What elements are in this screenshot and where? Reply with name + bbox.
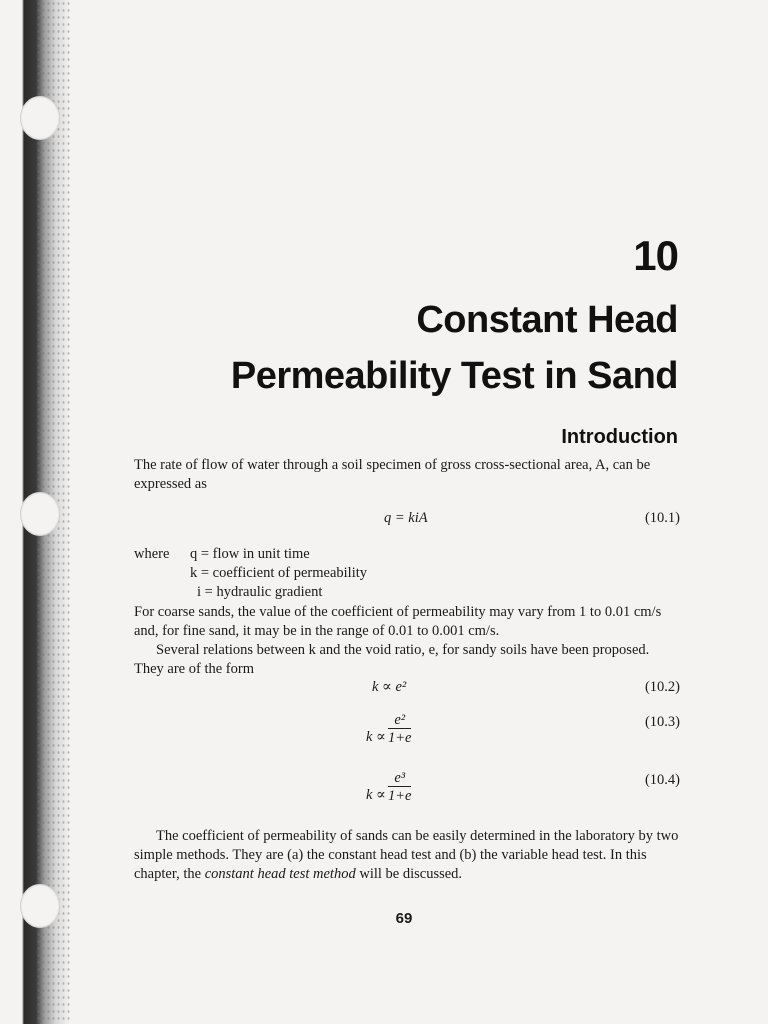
paragraph-line: expressed as bbox=[134, 476, 207, 492]
chapter-number: 10 bbox=[633, 232, 678, 279]
equation-number: (10.2) bbox=[644, 679, 680, 695]
paragraph-line: For coarse sands, the value of the coefficient of permeability may vary from 1 to 0.01 cm/s bbox=[134, 604, 662, 620]
paragraph-line: The rate of flow of water through a soil specimen of gross cross-sectional area, A, can be bbox=[134, 457, 651, 473]
numerator: e³ bbox=[388, 770, 411, 787]
paragraph-line: Several relations between k and the void ratio, e, for sandy soils have been proposed. bbox=[156, 642, 650, 658]
equation-number: (10.3) bbox=[644, 714, 680, 730]
equation-10-1: q = kiA bbox=[384, 510, 428, 526]
paragraph-line: chapter, the constant head test method will be discussed. bbox=[134, 866, 463, 882]
definition-i: i = hydraulic gradient bbox=[197, 584, 323, 600]
emphasis: constant head test method bbox=[204, 866, 356, 882]
where-label: where bbox=[134, 546, 170, 562]
equation-10-4-fraction bbox=[388, 770, 411, 805]
definition-q: q = flow in unit time bbox=[190, 546, 310, 562]
equation-10-4-lhs: k ∝ bbox=[366, 787, 386, 803]
punch-hole bbox=[20, 96, 60, 140]
paragraph-line: simple methods. They are (a) the constant head test and (b) the variable head test. In this bbox=[134, 847, 647, 863]
equation-number: (10.4) bbox=[644, 772, 680, 788]
equation-10-3-fraction bbox=[388, 712, 411, 747]
chapter-title-line-1: Constant Head bbox=[416, 299, 678, 341]
chapter-title-line-2: Permeability Test in Sand bbox=[230, 355, 678, 397]
numerator: e² bbox=[388, 712, 411, 729]
denominator: 1+e bbox=[388, 730, 412, 746]
scan-binding-edge bbox=[0, 0, 70, 1024]
equation-10-3-lhs: k ∝ bbox=[366, 729, 386, 745]
paragraph-line: and, for fine sand, it may be in the range of 0.01 to 0.001 cm/s. bbox=[134, 623, 500, 639]
paragraph-line: They are of the form bbox=[134, 661, 254, 677]
equation-10-2: k ∝ e² bbox=[372, 679, 407, 695]
punch-hole bbox=[20, 492, 60, 536]
denominator: 1+e bbox=[388, 788, 412, 804]
definition-k: k = coefficient of permeability bbox=[190, 565, 368, 581]
page-number: 69 bbox=[395, 910, 413, 927]
paragraph-line: The coefficient of permeability of sands can be easily determined in the laboratory by two bbox=[156, 828, 679, 844]
chapter-title bbox=[231, 292, 678, 404]
section-heading: Introduction bbox=[561, 426, 678, 448]
equation-number: (10.1) bbox=[644, 510, 680, 526]
